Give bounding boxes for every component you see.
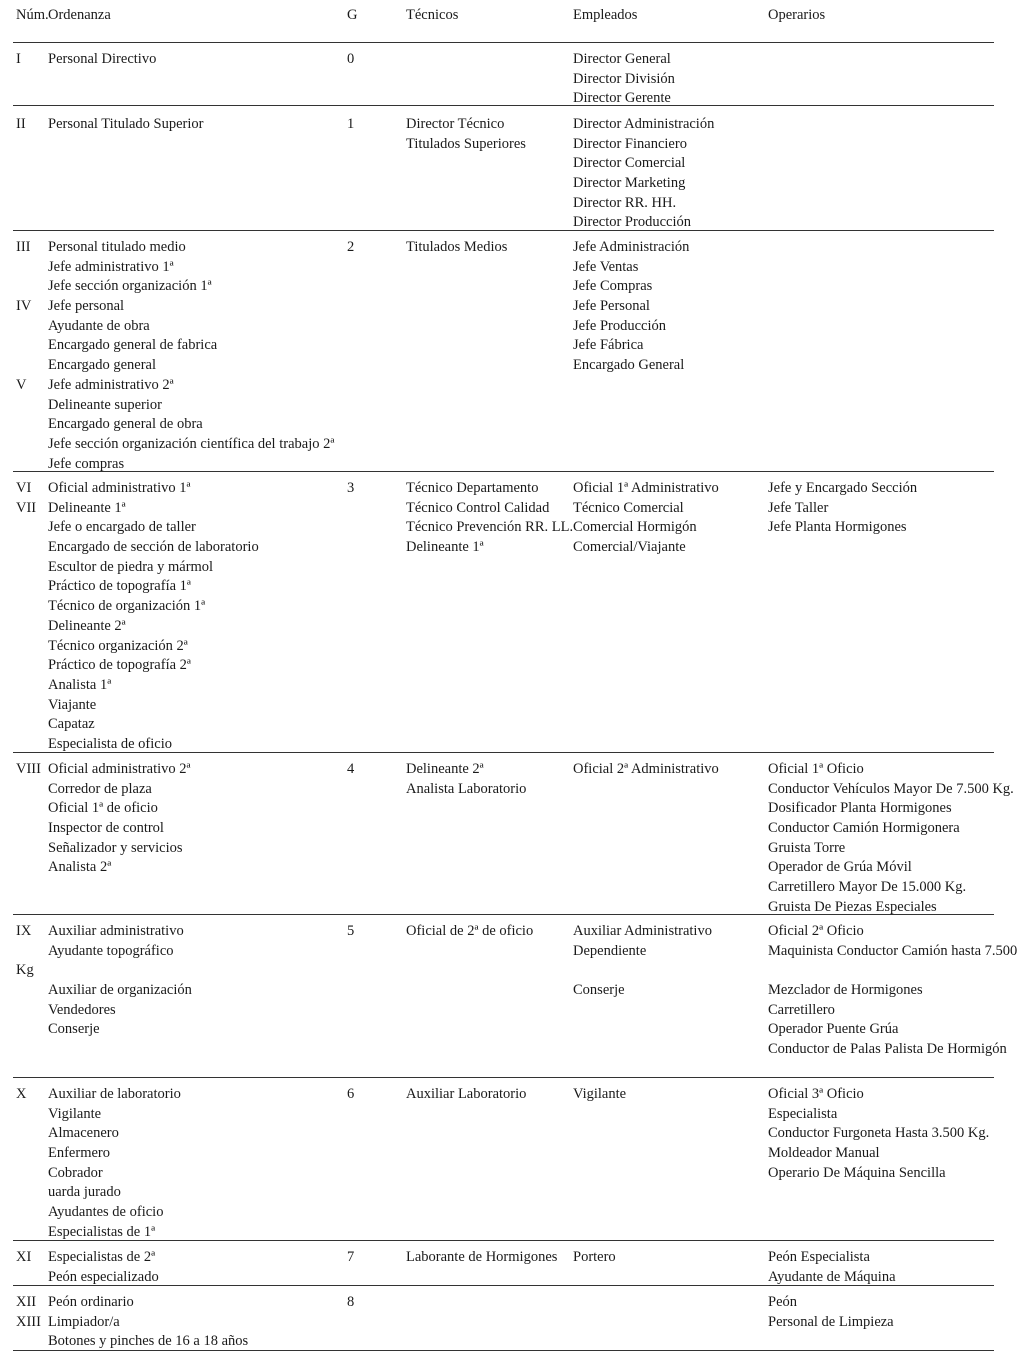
empleado-item: Director Comercial — [573, 155, 686, 172]
ordenanza-item: Técnico de organización 1ª — [48, 598, 206, 615]
ordenanza-item: Técnico organización 2ª — [48, 637, 188, 654]
ordenanza-item: Capataz — [48, 716, 95, 733]
empleado-item: Jefe Ventas — [573, 258, 639, 275]
tecnico-item: Técnico Prevención RR. LL. — [406, 519, 574, 536]
level-number — [16, 277, 31, 297]
ordenanza-item: Señalizador y servicios — [48, 839, 183, 856]
header-num: Núm. — [16, 7, 49, 23]
operarios-cell — [768, 922, 1017, 1060]
ordenanza-item: Ayudante topográfico — [48, 942, 174, 959]
operario-item: Peón Especialista — [768, 1249, 870, 1265]
ordenanza-item: Limpiador/a — [48, 1313, 120, 1330]
level-number — [16, 942, 34, 962]
group-number: 6 — [347, 1086, 355, 1102]
level-number: XIII — [16, 1313, 41, 1330]
ordenanza-item: Conserje — [48, 1021, 100, 1038]
ordenanza-cell — [48, 760, 191, 878]
header-empleados: Empleados — [573, 7, 638, 23]
ordenanza-item: Jefe personal — [48, 298, 125, 315]
ordenanza-item: Vigilante — [48, 1105, 102, 1122]
header-tecnicos: Técnicos — [406, 7, 459, 23]
group-number: 0 — [347, 51, 355, 67]
ordenanza-item: Ayudante de obra — [48, 317, 150, 334]
ordenanza-cell — [48, 1248, 159, 1287]
ordenanza-item: Oficial 1ª de oficio — [48, 800, 158, 817]
ordenanza-item: Jefe sección organización 1ª — [48, 278, 212, 295]
ordenanza-item: Práctico de topografía 2ª — [48, 657, 191, 674]
ordenanza-item: Auxiliar de laboratorio — [48, 1086, 181, 1102]
operario-item: Operador de Grúa Móvil — [768, 859, 912, 876]
header-g: G — [347, 7, 358, 23]
empleado-item: Jefe Compras — [573, 278, 653, 295]
level-number: II — [16, 116, 26, 132]
tecnico-item: Director Técnico — [406, 116, 505, 132]
ordenanza-item: Encargado general de fabrica — [48, 337, 218, 354]
operario-item: Moldeador Manual — [768, 1145, 880, 1162]
operario-item: Operario De Máquina Sencilla — [768, 1164, 946, 1181]
ordenanza-item: Encargado de sección de laboratorio — [48, 539, 259, 556]
level-number: XI — [16, 1249, 32, 1265]
operario-item: Oficial 2ª Oficio — [768, 923, 864, 939]
operario-item: Oficial 1ª Oficio — [768, 761, 864, 777]
header-ordenanza: Ordenanza — [48, 7, 111, 23]
level-number — [16, 356, 31, 376]
operario-item: Jefe y Encargado Sección — [768, 480, 918, 496]
empleados-cell — [573, 1248, 616, 1268]
empleado-item: Director RR. HH. — [573, 194, 677, 211]
tecnico-item: Analista Laboratorio — [406, 780, 527, 797]
row-divider — [13, 230, 994, 231]
empleado-item: Jefe Administración — [573, 239, 690, 255]
ordenanza-item: Ayudantes de oficio — [48, 1204, 164, 1221]
ordenanza-item: Enfermero — [48, 1145, 110, 1162]
operario-item: Conductor Camión Hormigonera — [768, 820, 960, 837]
ordenanza-item — [48, 961, 192, 981]
ordenanza-item: Delineante 2ª — [48, 617, 126, 634]
ordenanza-cell — [48, 1085, 181, 1243]
ordenanza-item: Encargado general — [48, 357, 157, 374]
tecnicos-cell — [406, 1248, 557, 1268]
num-cell — [16, 115, 26, 135]
tecnico-item: Técnico Departamento — [406, 480, 539, 496]
ordenanza-item: Jefe administrativo 1ª — [48, 258, 174, 275]
operarios-cell — [768, 760, 1014, 918]
empleado-item: Director General — [573, 51, 671, 67]
tecnico-item: Oficial de 2ª de oficio — [406, 923, 534, 939]
ordenanza-item: Auxiliar de organización — [48, 982, 192, 999]
operario-item: Peón — [768, 1294, 797, 1310]
empleados-cell — [573, 479, 719, 558]
empleado-item: Vigilante — [573, 1086, 627, 1102]
level-number: XII — [16, 1294, 37, 1310]
operarios-cell — [768, 479, 917, 538]
ordenanza-item: Escultor de piedra y mármol — [48, 558, 214, 575]
ordenanza-cell — [48, 479, 259, 755]
ordenanza-cell — [48, 50, 156, 70]
ordenanza-cell — [48, 922, 192, 1040]
tecnicos-cell — [406, 238, 507, 258]
empleado-item: Director Marketing — [573, 175, 686, 192]
operarios-cell — [768, 1293, 894, 1332]
operario-item: Jefe Taller — [768, 499, 829, 516]
ordenanza-item: Corredor de plaza — [48, 780, 152, 797]
operario-item: Gruista Torre — [768, 839, 846, 856]
empleados-cell — [573, 238, 689, 376]
tecnico-item: Delineante 1ª — [406, 539, 484, 556]
tecnico-item: Técnico Control Calidad — [406, 499, 550, 516]
header-operarios: Operarios — [768, 7, 826, 23]
ordenanza-item: Oficial administrativo 2ª — [48, 761, 191, 777]
empleados-cell — [573, 922, 712, 1001]
operario-item: Conductor de Palas Palista De Hormigón — [768, 1041, 1007, 1058]
empleado-item: Director Producción — [573, 214, 691, 231]
group-number: 8 — [347, 1294, 355, 1310]
ordenanza-item: Inspector de control — [48, 820, 164, 837]
ordenanza-item: Encargado general de obra — [48, 416, 203, 433]
empleado-item: Oficial 2ª Administrativo — [573, 761, 719, 777]
ordenanza-item: Vendedores — [48, 1001, 116, 1018]
operario-item: Oficial 3ª Oficio — [768, 1086, 864, 1102]
ordenanza-item: Cobrador — [48, 1164, 103, 1181]
group-number: 3 — [347, 480, 355, 496]
ordenanza-cell — [48, 1293, 248, 1352]
row-divider — [13, 42, 994, 43]
ordenanza-item: Peón especializado — [48, 1268, 159, 1285]
tecnico-item: Titulados Medios — [406, 239, 508, 255]
row-divider — [13, 1077, 994, 1078]
num-cell — [16, 1248, 31, 1268]
operarios-cell — [768, 1085, 989, 1183]
empleado-item: Director Administración — [573, 116, 715, 132]
tecnicos-cell — [406, 479, 573, 558]
ordenanza-item: Personal Directivo — [48, 51, 157, 67]
ordenanza-item: Analista 2ª — [48, 859, 112, 876]
empleado-item: Oficial 1ª Administrativo — [573, 480, 719, 496]
level-number: X — [16, 1086, 27, 1102]
num-cell — [16, 760, 41, 780]
ordenanza-cell — [48, 238, 334, 474]
empleado-item: Auxiliar Administrativo — [573, 923, 712, 939]
empleado-item: Dependiente — [573, 942, 647, 959]
operario-item: Gruista De Piezas Especiales — [768, 898, 937, 915]
empleado-item: Comercial Hormigón — [573, 519, 697, 536]
ordenanza-item: Viajante — [48, 696, 97, 713]
level-number: I — [16, 51, 21, 67]
ordenanza-item: Jefe compras — [48, 455, 125, 472]
tecnicos-cell — [406, 922, 533, 942]
tecnico-item: Delineante 2ª — [406, 761, 484, 777]
ordenanza-item: Delineante 1ª — [48, 499, 126, 516]
empleado-item: Director Financiero — [573, 135, 687, 152]
num-cell — [16, 238, 31, 396]
operario-item: Conductor Vehículos Mayor De 7.500 Kg. — [768, 780, 1014, 797]
operario-item — [768, 961, 1017, 981]
operario-item: Personal de Limpieza — [768, 1313, 894, 1330]
group-number: 4 — [347, 761, 355, 777]
empleado-item: Portero — [573, 1249, 616, 1265]
ordenanza-item: Oficial administrativo 1ª — [48, 480, 191, 496]
level-number: VII — [16, 499, 37, 516]
tecnico-item: Titulados Superiores — [406, 135, 526, 152]
operario-item: Dosificador Planta Hormigones — [768, 800, 952, 817]
level-number — [16, 258, 31, 278]
num-cell — [16, 1085, 26, 1105]
ordenanza-item: Jefe o encargado de taller — [48, 519, 196, 536]
empleado-item: Director Gerente — [573, 90, 671, 107]
level-number: VI — [16, 480, 32, 496]
ordenanza-item: Peón ordinario — [48, 1294, 134, 1310]
ordenanza-item: Personal titulado medio — [48, 239, 186, 255]
ordenanza-item: Especialistas de 2ª — [48, 1249, 156, 1265]
empleado-item — [573, 961, 712, 981]
empleado-item: Jefe Fábrica — [573, 337, 644, 354]
tecnicos-cell — [406, 1085, 526, 1105]
tecnico-item: Laborante de Hormigones — [406, 1249, 558, 1265]
level-number: Kg — [16, 962, 34, 979]
empleados-cell — [573, 760, 719, 780]
empleado-item: Conserje — [573, 982, 625, 999]
empleados-cell — [573, 115, 714, 233]
operario-item: Conductor Furgoneta Hasta 3.500 Kg. — [768, 1125, 990, 1142]
group-number: 2 — [347, 239, 355, 255]
ordenanza-item: Especialista de oficio — [48, 735, 173, 752]
ordenanza-item: Almacenero — [48, 1125, 119, 1142]
empleado-item: Técnico Comercial — [573, 499, 684, 516]
ordenanza-item: Personal Titulado Superior — [48, 116, 204, 132]
level-number: III — [16, 239, 31, 255]
empleados-cell — [573, 50, 675, 109]
level-number — [16, 317, 31, 337]
level-number: VIII — [16, 761, 41, 777]
empleado-item: Jefe Personal — [573, 298, 650, 315]
ordenanza-item: Analista 1ª — [48, 676, 112, 693]
empleado-item: Encargado General — [573, 357, 685, 374]
ordenanza-cell — [48, 115, 203, 135]
row-divider — [13, 105, 994, 106]
level-number: IV — [16, 298, 32, 315]
empleado-item: Director División — [573, 70, 675, 87]
ordenanza-item: uarda jurado — [48, 1184, 121, 1201]
operario-item: Maquinista Conductor Camión hasta 7.500 — [768, 942, 1017, 959]
num-cell — [16, 1293, 41, 1332]
tecnico-item: Auxiliar Laboratorio — [406, 1086, 527, 1102]
tecnicos-cell — [406, 115, 526, 154]
operario-item: Carretillero — [768, 1001, 835, 1018]
num-cell — [16, 50, 21, 70]
operario-item: Operador Puente Grúa — [768, 1021, 899, 1038]
tecnicos-cell — [406, 760, 526, 799]
operarios-cell — [768, 1248, 896, 1287]
ordenanza-item: Jefe sección organización científica del trabajo 2ª — [48, 435, 335, 452]
ordenanza-item: Auxiliar administrativo — [48, 923, 184, 939]
ordenanza-item: Especialistas de 1ª — [48, 1223, 156, 1240]
operario-item: Especialista — [768, 1105, 838, 1122]
ordenanza-item: Jefe administrativo 2ª — [48, 376, 174, 393]
ordenanza-item: Botones y pinches de 16 a 18 años — [48, 1333, 249, 1350]
group-number: 1 — [347, 116, 355, 132]
operario-item: Mezclador de Hormigones — [768, 982, 923, 999]
group-number: 7 — [347, 1249, 355, 1265]
empleado-item: Jefe Producción — [573, 317, 667, 334]
operario-item: Carretillero Mayor De 15.000 Kg. — [768, 879, 967, 896]
ordenanza-item: Delineante superior — [48, 396, 162, 413]
num-cell — [16, 922, 34, 981]
num-cell — [16, 479, 36, 518]
operario-item: Ayudante de Máquina — [768, 1268, 896, 1285]
level-number: V — [16, 376, 27, 393]
empleados-cell — [573, 1085, 626, 1105]
ordenanza-item: Práctico de topografía 1ª — [48, 578, 191, 595]
group-number: 5 — [347, 923, 355, 939]
level-number — [16, 336, 31, 356]
level-number: IX — [16, 923, 32, 939]
empleado-item: Comercial/Viajante — [573, 539, 686, 556]
operario-item: Jefe Planta Hormigones — [768, 519, 907, 536]
